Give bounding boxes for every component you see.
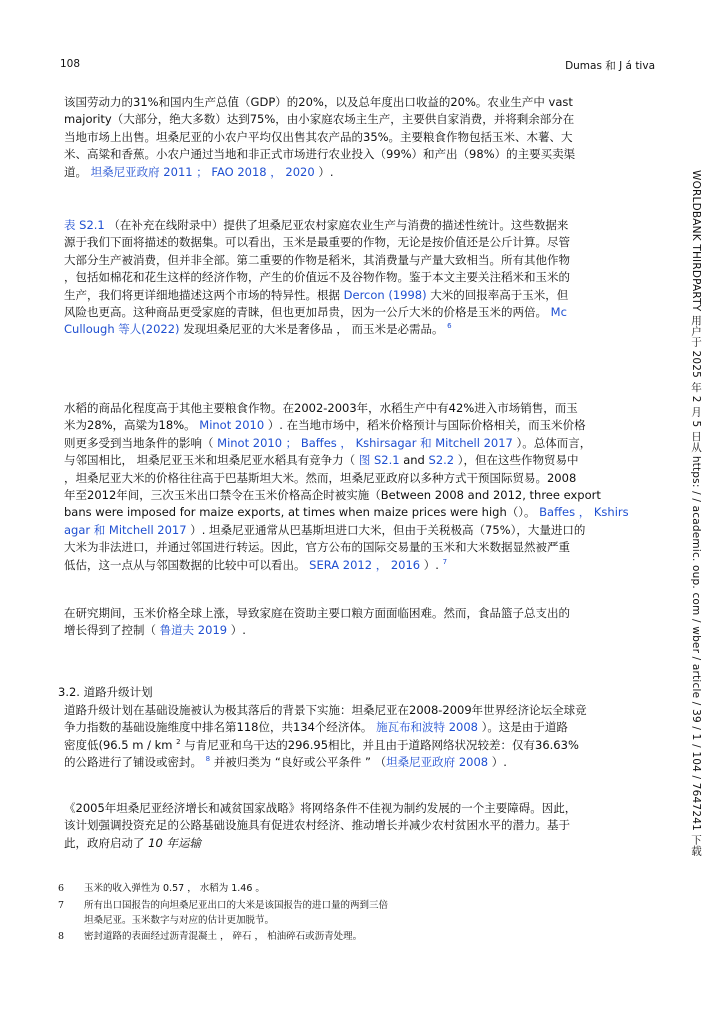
footnote-text: 坦桑尼亚。玉米数字与对应的估计更加脱节。 (84, 915, 275, 926)
text-line (64, 557, 658, 574)
text-line: ，坦桑尼亚大米的价格往往高于巴基斯坦大米。然而，坦桑尼亚政府以多种方式干预国际贸易。2008 (64, 470, 577, 485)
figure-link[interactable]: 图 S2.1 (358, 453, 400, 468)
citation-link[interactable]: Minot 2010 ； Baffes ， Kshirsagar 和 Mitchell 2017 (217, 435, 513, 450)
text-fragment: 大米的回报率高于玉米，但 (430, 287, 569, 302)
text-line (64, 435, 658, 452)
paragraph-6 (64, 800, 658, 852)
text-fragment: （在补充在线附录中）提供了坦桑尼亚农村家庭农业生产与消费的描述性统计。这些数据来 (108, 218, 569, 232)
footnote-number: 6 (58, 883, 65, 894)
footnote-8 (58, 930, 362, 944)
text-fragment: 米为28%，高粱为18%。 (64, 418, 196, 433)
text-line: 源于我们下面将描述的数据集。可以看出，玉米是最重要的作物，无论是按价值还是公斤计算。尽管 (64, 235, 570, 250)
citation-link[interactable]: Mc (550, 305, 567, 320)
figure-link[interactable]: S2.2 (428, 453, 455, 468)
text-fragment: ）。总体而言， (516, 435, 592, 450)
text-fragment: 此，政府启动了 (64, 835, 145, 850)
text-fragment: ），但在这些作物贸易中 (457, 453, 579, 468)
text-line: 年至2012年间，三次玉米出口禁令在玉米价格高企时被实施（Between 2008 and 2012, three export (64, 488, 601, 503)
text-fragment: and (403, 453, 425, 468)
italic-text: 10 年运输 (148, 835, 201, 850)
text-fragment: 并被归类为 “良好或公平条件 ” （ (213, 755, 387, 770)
citation-link[interactable]: 施瓦布和波特 2008 (376, 720, 478, 735)
footnote-ref[interactable]: 6 (447, 322, 452, 331)
text-line (64, 164, 658, 181)
text-fragment: 的公路进行了铺设或密封。 (64, 755, 202, 770)
text-line: 该国劳动力的31%和国内生产总值（GDP）的20%，以及总年度出口收益的20%。农业生产中 vast (64, 95, 573, 109)
text-line (64, 504, 658, 521)
text-fragment: 增长得到了控制（ (64, 623, 156, 638)
text-line (64, 217, 658, 234)
text-line (64, 719, 658, 736)
text-line (64, 622, 658, 639)
text-line: 米、高粱和香蕉。小农户通过当地和非正式市场进行农业投入（99%）和产出（98%）的主要买卖渠 (64, 147, 576, 162)
text-fragment: ）. (491, 755, 507, 770)
text-fragment: bans were imposed for maize exports, at times when maize prices were high（）。 (64, 505, 536, 520)
text-line (64, 417, 658, 434)
text-line: 《2005年坦桑尼亚经济增长和减贫国家战略》将网络条件不佳视为制约发展的一个主要障碍。因此， (64, 801, 577, 815)
text-fragment: 密度低(96.5 m / km (64, 737, 173, 752)
footnote-7-continued (58, 914, 274, 928)
text-line (64, 754, 658, 771)
text-fragment: ）. (423, 557, 439, 572)
text-line (64, 452, 658, 469)
text-line: 当地市场上出售。坦桑尼亚的小农户平均仅出售其农产品的35%。主要粮食作物包括玉米、木薯、大 (64, 129, 573, 144)
text-line (64, 835, 658, 852)
citation-link[interactable]: Minot 2010 (199, 418, 265, 433)
page-number: 108 (60, 58, 81, 70)
citation-link[interactable]: agar 和 Mitchell 2017 (64, 522, 187, 537)
text-line (64, 304, 658, 321)
text-fragment: ）. 坦桑尼亚通常从巴基斯坦进口大米，但由于关税极高（75%），大量进口的 (190, 522, 586, 537)
text-fragment: 争力指数的基础设施维度中排名第118位，共134个经济体。 (64, 720, 373, 735)
superscript: 2 (176, 737, 181, 746)
citation-link[interactable]: 坦桑尼亚政府 2008 (386, 755, 489, 770)
footnote-text: 密封道路的表面经过沥青混凝土 ， 碎石 ， 柏油碎石或沥青处理。 (84, 931, 363, 942)
text-fragment: 发现坦桑尼亚的大米是奢侈品 ， 而玉米是必需品。 (183, 322, 444, 337)
text-fragment: 则更多受到当地条件的影响（ (64, 435, 214, 450)
text-fragment: ）. (318, 164, 334, 179)
text-fragment: 生产，我们将更详细地描述这两个市场的特异性。根据 (64, 287, 340, 302)
text-fragment: 风险也更高。这种商品更受家庭的青睐，但也更加昂贵，因为一公斤大米的价格是玉米的两倍。 (64, 305, 547, 320)
footnote-ref[interactable]: 8 (205, 755, 211, 764)
text-line (64, 522, 658, 539)
table-link[interactable]: 表 S2.1 (64, 218, 105, 232)
footnote-text: 玉米的收入弹性为 0.57 ， 水稻为 1.46 。 (84, 883, 265, 894)
text-line: 大米为非法进口，并通过邻国进行转运。因此，官方公布的国际交易量的玉米和大米数据显然被严重 (64, 540, 570, 555)
text-fragment: ）。这是由于道路 (481, 720, 568, 735)
text-line: 道路升级计划在基础设施被认为极其落后的背景下实施：坦桑尼亚在2008-2009年世界经济论坛全球竞 (64, 703, 587, 717)
citation-link[interactable]: 坦桑尼亚政府 2011 ； FAO 2018 ， 2020 (90, 164, 315, 179)
footnote-7 (58, 899, 388, 913)
paragraph-3 (64, 400, 658, 574)
text-line: 在研究期间，玉米价格全球上涨，导致家庭在资助主要口粮方面面临困难。然而，食品篮子总支出的 (64, 606, 570, 620)
text-fragment: ）. (230, 623, 246, 638)
citation-link[interactable]: 鲁道夫 2019 (159, 623, 228, 638)
paragraph-5 (64, 702, 658, 772)
text-fragment: ）. 在当地市场中，稻米价格预计与国际价格相关，而玉米价格 (267, 418, 586, 433)
text-line (64, 321, 658, 338)
text-line: majority（大部分，绝大多数）达到75%，由小家庭农场主生产，主要供自家消费，并将剩余部分在 (64, 112, 575, 127)
text-fragment: 与肯尼亚和乌干达的296.95相比，并且由于道路网络状况较差：仅有36.63% (184, 737, 579, 752)
footnote-text: 所有出口国报告的向坦桑尼亚出口的大米是该国报告的进口量的两到三倍 (84, 900, 389, 911)
footnote-ref[interactable]: 7 (442, 557, 448, 566)
running-header-authors: Dumas 和 J á tiva (565, 60, 655, 72)
text-line: 水稻的商品化程度高于其他主要粮食作物。在2002-2003年，水稻生产中有42%进入市场销售，而玉 (64, 401, 578, 415)
citation-link[interactable]: Dercon (1998) (343, 287, 427, 302)
citation-link[interactable]: SERA 2012 ， 2016 (309, 557, 421, 572)
text-fragment: 低估，这一点从与邻国数据的比较中可以看出。 (64, 557, 306, 572)
paragraph-2 (64, 217, 658, 339)
download-watermark: WORLDBANK THIRDPARTY 用户于 2025 年 2 月 5 日从 https: / / academic. oup. com / wber / article / 39 / 1 / 104 / 7647241 下载 (690, 170, 702, 856)
footnote-number: 7 (58, 900, 65, 911)
text-line: ，包括如棉花和花生这样的经济作物，产生的价值远不及谷物作物。鉴于本文主要关注稻米和玉米的 (64, 270, 570, 285)
section-heading: 3.2. 道路升级计划 (58, 685, 153, 699)
text-fragment: 与邻国相比， 坦桑尼亚玉米和坦桑尼亚水稻具有竞争力（ (64, 453, 356, 468)
paragraph-4 (64, 605, 658, 640)
text-line: 该计划强调投资充足的公路基础设施具有促进农村经济、推动增长并减少农村贫困水平的潜力。基于 (64, 818, 570, 833)
footnote-6 (58, 882, 265, 896)
text-fragment: 道。 (64, 164, 87, 179)
paragraph-1 (64, 94, 658, 181)
text-line (64, 287, 658, 304)
footnote-number: 8 (58, 931, 65, 942)
text-line (64, 737, 658, 754)
text-line: 大部分生产被消费，但并非全部。第二重要的作物是稻米，其消费量与产量大致相当。所有其他作物 (64, 252, 570, 267)
citation-link[interactable]: Baffes ， Kshirs (539, 505, 629, 520)
citation-link[interactable]: Cullough 等人(2022) (64, 322, 180, 337)
